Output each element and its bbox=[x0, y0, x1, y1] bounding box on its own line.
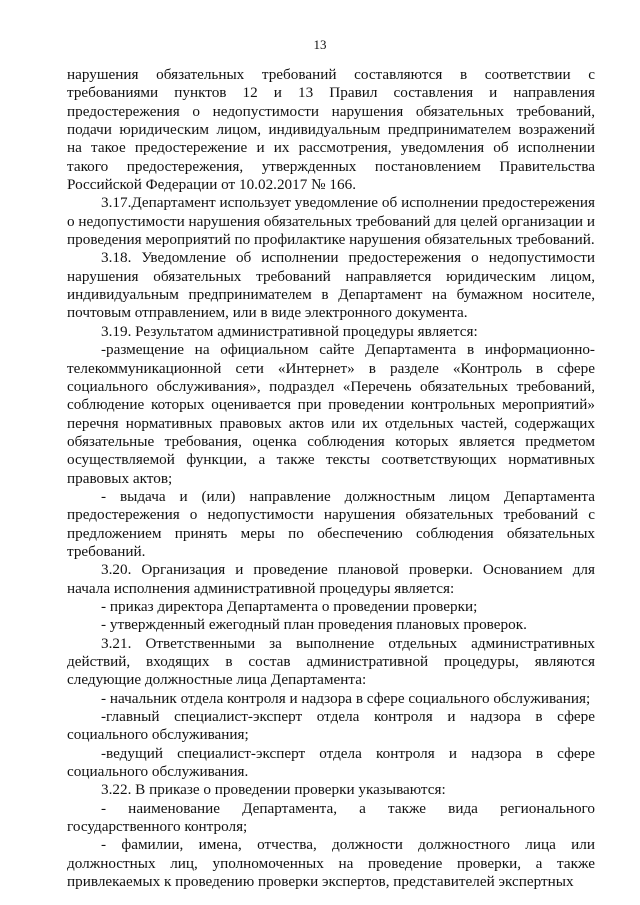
paragraph-3-19: 3.19. Результатом административной процедуры является: bbox=[101, 322, 478, 340]
list-item-head-of-department: - начальник отдела контроля и надзора в сфере социального обслуживания; bbox=[101, 689, 591, 707]
paragraph-3-20: 3.20. Организация и проведение плановой проверки. Основанием для начала исполнения административной процедуры является: bbox=[67, 561, 595, 597]
paragraph-3-21: 3.21. Ответственными за выполнение отдельных административных действий, входящих в состав административной процедуры, являются следующие должностные лица Департамента: bbox=[67, 634, 595, 689]
list-item-leading-specialist: -ведущий специалист-эксперт отдела контроля и надзора в сфере социального обслуживания. bbox=[67, 744, 595, 781]
page-number: 13 bbox=[313, 37, 327, 52]
list-item-department-name: - наименование Департамента, а также вида регионального государственного контроля; bbox=[67, 799, 595, 836]
paragraph-continuation: нарушения обязательных требований составляются в соответствии с требованиями пунктов 12 и 13 Правил составления и направления предостережения о недопустимости нарушения обязательных требований, подачи юридическим лицом, индивидуальным предпринимателем возражений на такое предостережение и их рассмотрения, уведомления об исполнении такого предостережения, утвержденных постановлением Правительства Российской Федерации от 10.02.2017 № 166. bbox=[67, 66, 595, 194]
paragraph-3-18: 3.18. Уведомление об исполнении предостережения о недопустимости нарушения обязательных требований направляется юридическим лицом, индивидуальным предпринимателем в Департамент на бумажном носителе, почтовым отправлением, или в виде электронного документа. bbox=[67, 249, 595, 322]
list-item-plan: - утвержденный ежегодный план проведения плановых проверок. bbox=[101, 616, 527, 634]
list-item-publication: -размещение на официальном сайте Департамента в информационно-телекоммуникационной сети «Интернет» в разделе «Контроль в сфере социального обслуживания», подраздел «Перечень обязательных требований, соблюдение которых оценивается при проведении контрольных мероприятий» перечня нормативных правовых актов или их отдельных частей, содержащих обязательные требования, оценка соблюдения которых является предметом осуществляемой функции, а также тексты соответствующих нормативных правовых актов; bbox=[67, 341, 595, 487]
paragraph-3-22: 3.22. В приказе о проведении проверки указываются: bbox=[101, 781, 446, 799]
paragraph-3-17: 3.17.Департамент использует уведомление об исполнении предостережения о недопустимости нарушения обязательных требований для целей организации и проведения мероприятий по профилактике нарушения обязательных требований. bbox=[67, 194, 595, 249]
list-item-warning: - выдача и (или) направление должностным лицом Департамента предостережения о недопустимости нарушения обязательных требований с предложением принять меры по обеспечению соблюдения обязательных требований. bbox=[67, 487, 595, 560]
list-item-order: - приказ директора Департамента о проведении проверки; bbox=[101, 597, 478, 615]
list-item-officials: - фамилии, имена, отчества, должности должностного лица или должностных лиц, уполномоченных на проведение проверки, а также привлекаемых к проведению проверки экспертов, представителей экспертных bbox=[67, 836, 595, 891]
document-body bbox=[67, 66, 595, 891]
list-item-chief-specialist: -главный специалист-эксперт отдела контроля и надзора в сфере социального обслуживания; bbox=[67, 708, 595, 744]
